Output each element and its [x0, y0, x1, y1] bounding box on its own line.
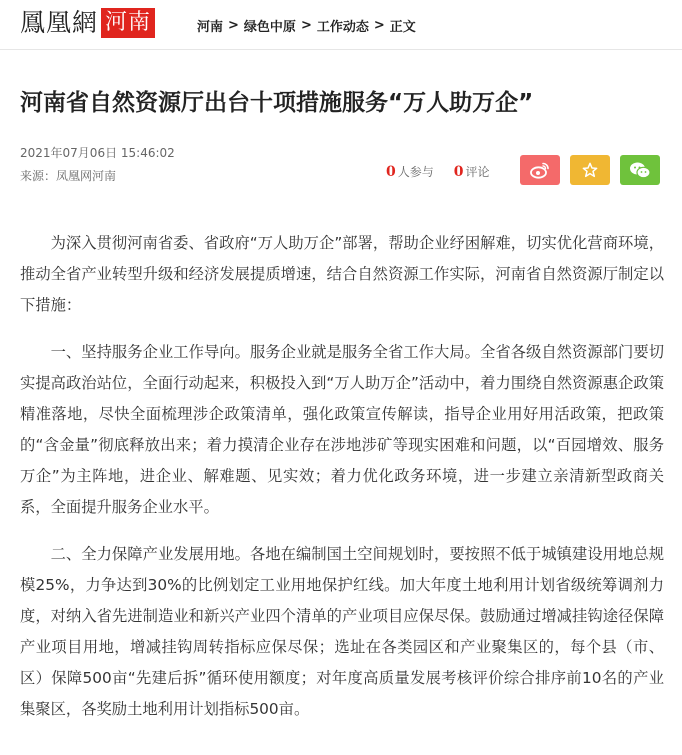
participants-count[interactable] [386, 163, 434, 180]
favorite-button[interactable] [570, 155, 610, 185]
logo-region-badge: 河南 [101, 8, 155, 38]
weibo-icon [530, 161, 550, 179]
comments-number: 0 [453, 163, 464, 180]
site-header [0, 0, 682, 50]
source-name-link[interactable]: 凤凰网河南 [56, 169, 117, 183]
wechat-icon [629, 161, 651, 179]
article-paragraph: 一、坚持服务企业工作导向。服务企业就是服务全省工作大局。全省各级自然资源部门要切实提高政治站位，全面行动起来，积极投入到“万人助万企”活动中，着力围绕自然资源惠企政策精准落地，尽快全面梳理涉企政策清单，强化政策宣传解读，指导企业用好用活政策，把政策的“含金量”彻底释放出来；着力摸清企业存在涉地涉矿等现实困难和问题，以“百园增效、服务万企”为主阵地，进企业、解难题、见实效；着力优化政务环境，进一步建立亲清新型政商关系，全面提升服务企业水平。 [20, 343, 664, 516]
participants-label: 人参与 [397, 165, 434, 179]
breadcrumb-separator: > [373, 18, 385, 33]
article-stats [386, 163, 510, 180]
article-source [20, 167, 116, 184]
site-logo[interactable] [20, 7, 155, 39]
source-label: 来源： [20, 169, 57, 183]
participants-number: 0 [386, 163, 396, 180]
breadcrumb-separator: > [228, 18, 239, 33]
comments-count[interactable] [454, 163, 490, 180]
article-title: 河南省自然资源厅出台十项措施服务“万人助万企” [20, 90, 534, 116]
comments-label: 评论 [465, 165, 490, 179]
breadcrumb [197, 16, 416, 35]
breadcrumb-separator: > [300, 18, 312, 33]
breadcrumb-current: 正文 [389, 20, 416, 35]
article-paragraph: 二、全力保障产业发展用地。各地在编制国土空间规划时，要按照不低于城镇建设用地总规模25%，力争达到30%的比例划定工业用地保护红线。加大年度土地利用计划省级统筹调剂力度，对纳入省先进制造业和新兴产业四个清单的产业项目应保尽保。鼓励通过增减挂钩途径保障产业项目用地，增减挂钩周转指标应保尽保；选址在各类园区和产业聚集区的，每个县（市、区）保障500亩“先建后拆”循环使用额度；对年度高质量发展考核评价综合排序前10名的产业集聚区，各奖励土地利用计划指标500亩。 [20, 545, 664, 718]
logo-text: 鳳凰網 [20, 8, 99, 37]
article-body [20, 228, 664, 741]
breadcrumb-work-news[interactable]: 工作动态 [316, 20, 369, 35]
star-icon [582, 162, 598, 178]
publish-date: 2021年07月06日 15:46:02 [20, 146, 175, 160]
share-wechat-button[interactable] [620, 155, 660, 185]
article-paragraph: 为深入贯彻河南省委、省政府“万人助万企”部署，帮助企业纾困解难，切实优化营商环境，推动全省产业转型升级和经济发展提质增速，结合自然资源工作实际，河南省自然资源厅制定以下措施： [20, 234, 664, 314]
breadcrumb-henan[interactable]: 河南 [197, 20, 224, 35]
share-weibo-button[interactable] [520, 155, 560, 185]
breadcrumb-green-central-plains[interactable]: 绿色中原 [243, 20, 296, 35]
